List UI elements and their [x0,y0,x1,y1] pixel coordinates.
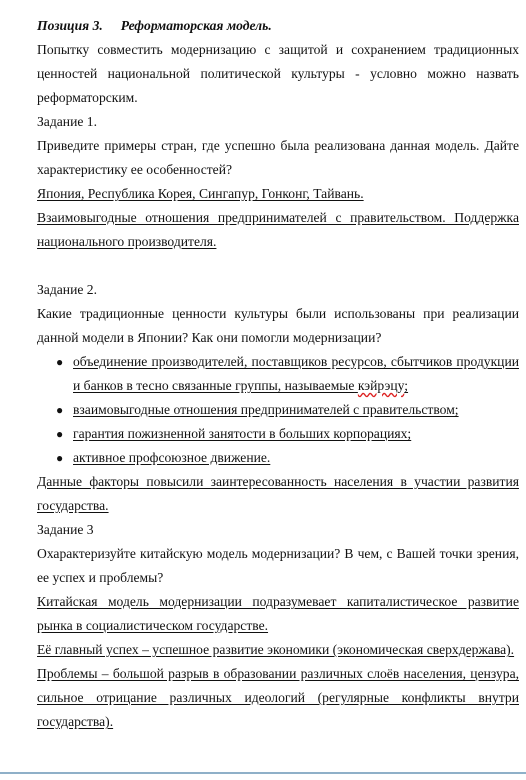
bullet-icon: ● [56,451,64,465]
task2-answer-list [37,350,519,470]
task1-answer-features: Взаимовыгодные отношения предпринимателей с правительством. Поддержка национального производителя. [37,210,519,249]
task2-question: Какие традиционные ценности культуры были использованы при реализации данной модели в Японии? Как они помогли модернизации? [37,306,519,345]
page-bottom-border [0,772,526,774]
task3-answer-problems: Проблемы – большой разрыв в образовании различных слоёв населения, цензура, сильное отрицание различных идеологий (регулярные конфликты внутри государства). [37,666,519,729]
task1-answer-countries [37,182,519,206]
heading-label: Позиция 3. [37,18,103,33]
task3-question: Охарактеризуйте китайскую модель модернизации? В чем, с Вашей точки зрения, ее успех и проблемы? [37,546,519,585]
task1-label: Задание 1. [37,114,97,129]
task3-label: Задание 3 [37,522,94,537]
intro-paragraph: Попытку совместить модернизацию с защитой и сохранением традиционных ценностей национальной политической культуры - условно можно назвать реформаторским. [37,42,519,105]
list-item-text: объединение производителей, поставщиков ресурсов, сбытчиков продукции и банков в тесно связанные группы, называемые [73,354,519,393]
list-item-text: гарантия пожизненной занятости в больших корпорациях; [73,426,412,441]
task2-conclusion: Данные факторы повысили заинтересованность населения в участии развития государства. [37,474,519,513]
bullet-icon: ● [56,427,64,441]
task1-question: Приведите примеры стран, где успешно была реализована данная модель. Дайте характеристику ее особенностей? [37,138,519,177]
empty-line [37,254,519,278]
document-page [37,14,519,734]
list-item [37,446,519,470]
spellcheck-flagged-word: кэйрэцу [357,378,405,393]
list-item [37,350,519,398]
heading-title: Реформаторская модель. [120,18,272,33]
list-item-punct: ; [404,378,409,393]
bullet-icon: ● [56,355,64,369]
bullet-icon: ● [56,403,64,417]
section-heading [37,14,519,38]
task1-answer-countries-text: Япония, Республика Корея, Сингапур, Гонконг, Тайвань. [37,186,364,201]
list-item-text: активное профсоюзное движение. [73,450,271,465]
task3-answer-success: Её главный успех – успешное развитие экономики (экономическая сверхдержава). [37,642,515,657]
list-item [37,422,519,446]
task3-answer-model: Китайская модель модернизации подразумевает капиталистическое развитие рынка в социалистическом государстве. [37,594,519,633]
list-item-text: взаимовыгодные отношения предпринимателей с правительством; [73,402,459,417]
task2-label: Задание 2. [37,282,97,297]
list-item [37,398,519,422]
